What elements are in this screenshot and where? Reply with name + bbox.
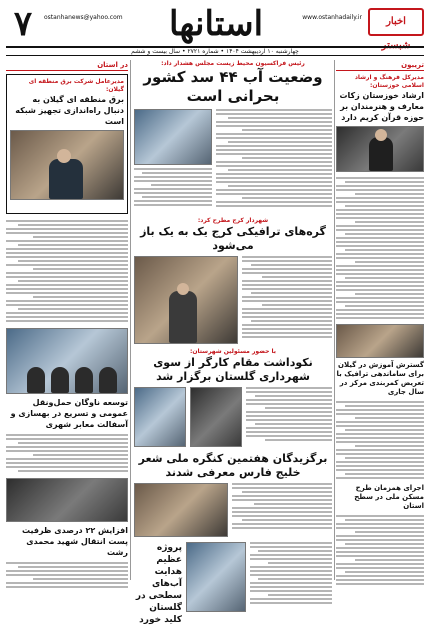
right-top-headline: ارشاد خوزستان زکات معارف و هنرمندان بر حوزه قرآن کریم دارد xyxy=(339,91,424,122)
brand-stamp: اخبار شبستر xyxy=(368,8,424,36)
story4-body xyxy=(232,483,332,537)
story3-body xyxy=(246,387,332,447)
left-top-kicker: مدیرعامل شرکت برق منطقه ای گیلان: xyxy=(28,78,124,93)
right-mid-headline: گسترش آموزش در گیلان برای ساماندهی ترافیک با تعریض کمربندی مرکز در سال جاری xyxy=(336,361,424,396)
email-address: ostanhanews@yahoo.com xyxy=(44,14,123,21)
lead-kicker: رئیس فراکسیون محیط زیست مجلس هشدار داد: xyxy=(161,60,305,67)
story2-photo xyxy=(134,256,238,344)
right-top-kicker: مدیرکل فرهنگ و ارشاد اسلامی خوزستان: xyxy=(354,74,424,89)
right-column xyxy=(336,74,424,580)
left-top-story xyxy=(6,74,128,214)
story2-body xyxy=(242,256,332,344)
right-mid-body xyxy=(336,401,424,479)
story3-photo-a xyxy=(190,387,242,447)
column-divider xyxy=(130,60,131,580)
left-bottom-photo xyxy=(6,478,128,522)
story3-kicker: با حضور مسئولین شهرستان: xyxy=(189,348,277,355)
left-top-photo xyxy=(10,130,124,200)
story2-headline: گره‌های ترافیکی کرج یک به یک باز می‌شود xyxy=(140,225,326,252)
newspaper-logo: استانها xyxy=(168,4,264,44)
center-column xyxy=(134,60,332,625)
lead-headline: وضعیت آب ۴۴ سد کشور بحرانی است xyxy=(143,68,323,105)
website-address: www.ostanhadaily.ir xyxy=(302,14,362,21)
dateline: چهارشنبه ۱۰ اردیبهشت ۱۴۰۴ • شماره ۲۷۲۱ • سال بیست و ششم xyxy=(6,46,424,56)
page-number: ۷ xyxy=(13,4,33,44)
section-bar-right: تریبون xyxy=(336,60,424,71)
lead-side-text xyxy=(134,168,212,206)
story3-photo-b xyxy=(134,387,186,447)
left-mid-headline: توسعه ناوگان حمل‌ونقل عمومی و تسریع در بهسازی و آسفالت معابر شهری xyxy=(10,398,128,429)
story4-photo xyxy=(134,483,228,537)
story2-kicker: شهردار کرج مطرح کرد: xyxy=(197,217,269,224)
right-bottom-body xyxy=(336,515,424,585)
lead-dam-photo xyxy=(134,109,212,165)
story3-headline: نکوداشت مقام کارگر از سوی شهرداری گلستان برگزار شد xyxy=(153,356,313,383)
right-top-photo xyxy=(336,126,424,172)
left-mid-body xyxy=(6,434,128,472)
lead-body-text xyxy=(216,109,332,213)
section-bar-left: در استان xyxy=(6,60,128,71)
left-bottom-headline: افزایش ۲۲ درصدی ظرفیت پست انتقال شهید محمدی رشت xyxy=(21,526,128,557)
column-divider xyxy=(334,60,335,580)
left-bottom-body xyxy=(6,562,128,588)
right-body-text xyxy=(336,177,424,319)
right-bottom-headline: اجرای همزمان طرح مسکن ملی در سطح استان xyxy=(354,484,424,510)
story4-headline: برگزیدگان هفتمین کنگره ملی شعر خلیج فارس معرفی شدند xyxy=(138,452,328,479)
masthead xyxy=(6,4,424,51)
story5-headline: پروژه عظیم هدایت آب‌های سطحی در گلستان کلید خورد xyxy=(135,543,182,625)
left-top-headline: برق منطقه ای گیلان به دنبال راه‌اندازی تجهیز شبکه است xyxy=(15,95,124,126)
story5-photo xyxy=(186,542,246,612)
right-mid-photo xyxy=(336,324,424,358)
story5-body xyxy=(250,542,332,612)
left-body-text xyxy=(6,220,128,322)
left-column xyxy=(6,74,128,580)
left-mid-photo xyxy=(6,328,128,394)
